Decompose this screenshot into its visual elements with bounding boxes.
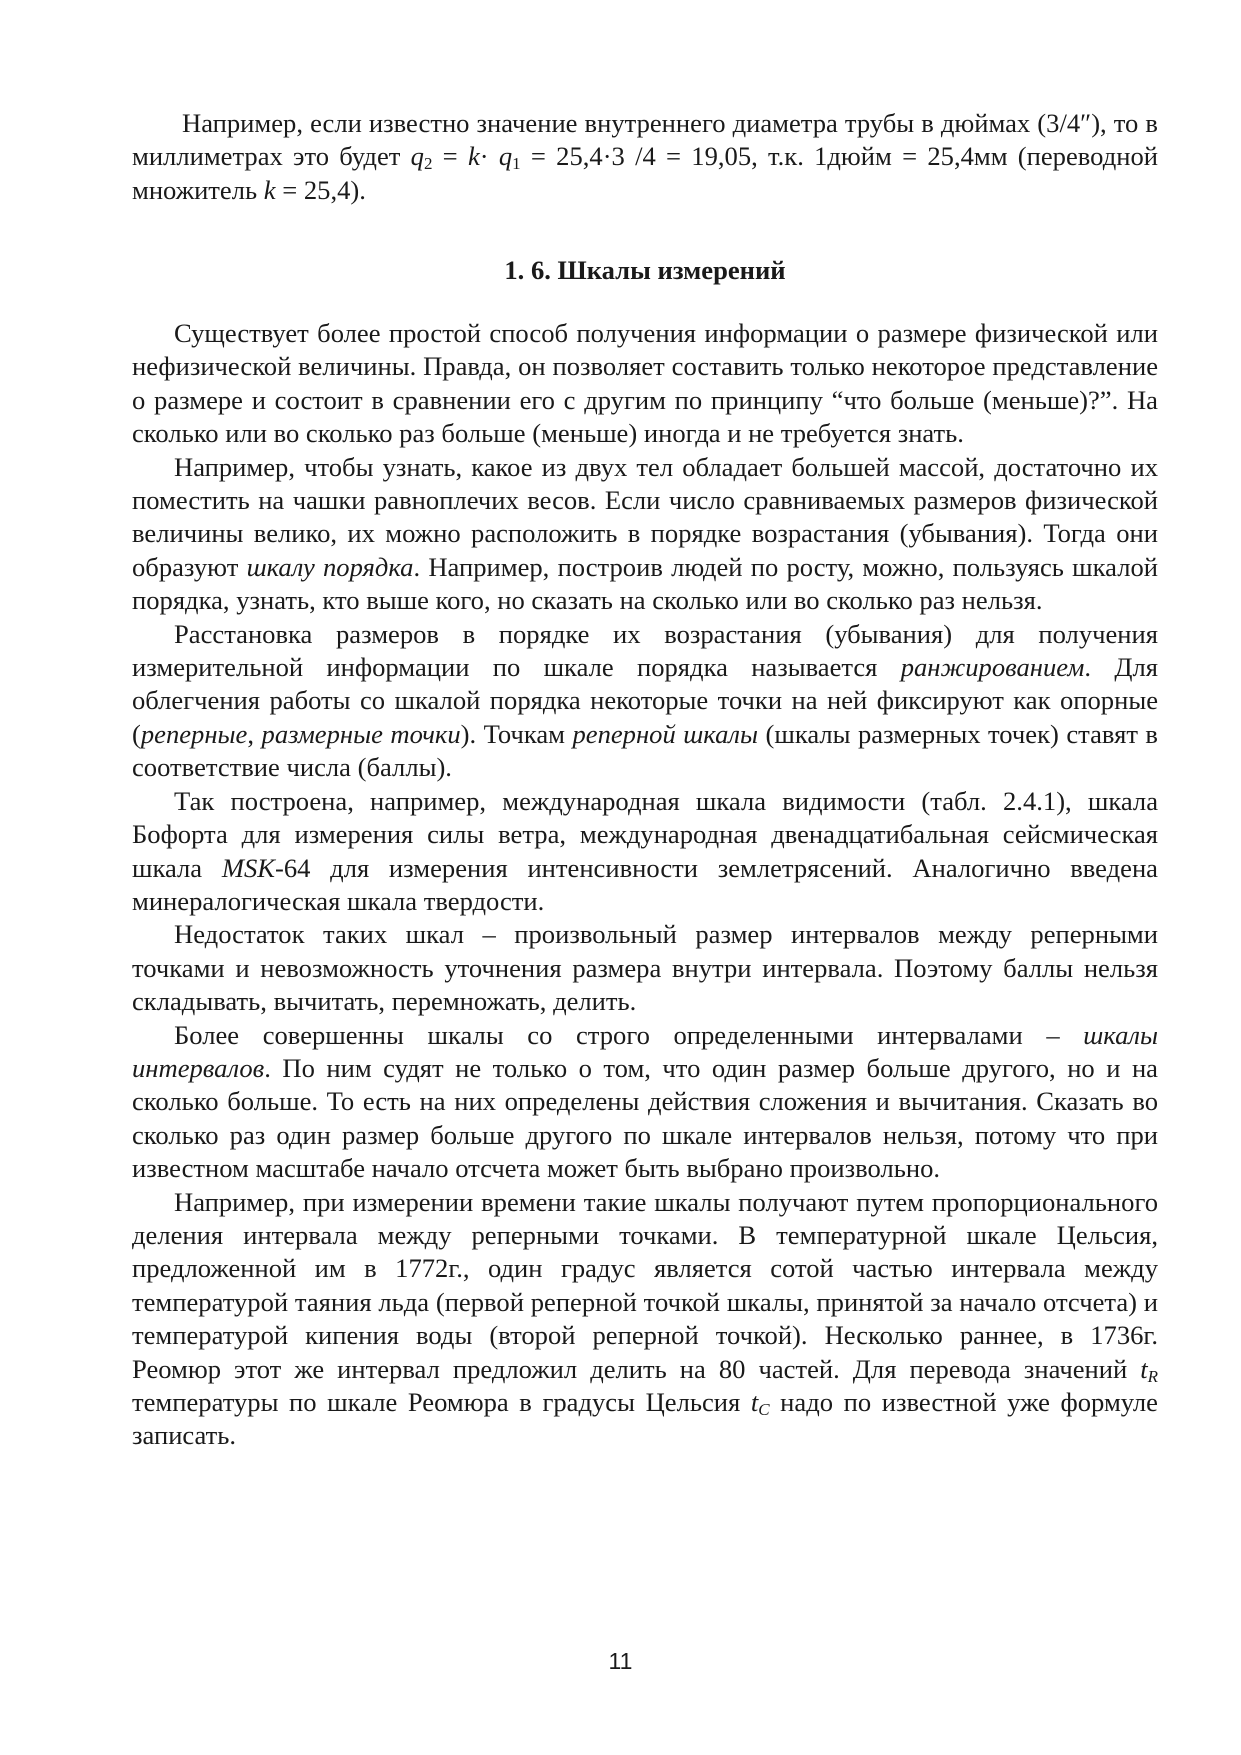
paragraph-5: Недостаток таких шкал – произвольный размер интервалов между реперными точками и невозможность уточнения размера внутри интервала. Поэтому баллы нельзя складывать, вычитать, перемножать, делить. — [132, 919, 1158, 1017]
paragraph-3: Расстановка размеров в порядке их возрастания (убывания) для получения измерительной информации по шкале порядка называется ранжированием. Для облегчения работы со шкалой порядка некоторые точки на ней фиксируют как опорные (реперные, размерные точки). Точкам реперной шкалы (шкалы размерных точек) ставят в соответствие числа (баллы). — [132, 618, 1158, 783]
section-heading: 1. 6. Шкалы измерений — [504, 255, 786, 285]
paragraph-7: Например, при измерении времени такие шкалы получают путем пропорционального деления интервала между реперными точками. В температурной шкале Цельсия, предложенной им в 1772г., один градус является сотой частью интервала между температурой таяния льда (первой реперной точкой шкалы, принятой за начало отсчета) и температурой кипения воды (второй реперной точкой). Несколько раннее, в 1736г. Реомюр этот же интервал предложил делить на 80 частей. Для перевода значений $t_R$ температуры по шкале Реомюра в градусы Цельсия $t_C$ надо по известной уже формуле записать. — [132, 1186, 1158, 1451]
paragraph-1: Существует более простой способ получения информации о размере физической или нефизической величины. Правда, он позволяет составить только некоторое представление о размере и состоит в сравнении его с другим по принципу “что больше (меньше)?”. На сколько или во сколько раз больше (меньше) иногда и не требуется знать. — [132, 318, 1158, 449]
intro-text-block — [132, 107, 1158, 207]
intro-paragraph: Например, если известно значение внутреннего диаметра трубы в дюймах (3/4″), то в миллиметрах это будет $q_2 = k\cdot q_1 = 25,4\cdot 3$ /4 = 19,05, т.к. 1дюйм = 25,4мм (переводной множитель k = 25,4). — [132, 108, 1158, 205]
paragraph-2: Например, чтобы узнать, какое из двух тел обладает большей массой, достаточно их поместить на чашки равноплечих весов. Если число сравниваемых размеров физической величины велико, их можно расположить в порядке возрастания (убывания). Тогда они образуют шкалу порядка. Например, построив людей по росту, можно, пользуясь шкалой порядка, узнать, кто выше кого, но сказать на сколько или во сколько раз нельзя. — [132, 451, 1158, 616]
paragraph-4: Так построена, например, международная шкала видимости (табл. 2.4.1), шкала Бофорта для измерения силы ветра, международная двенадцатибальная сейсмическая шкала MSK-64 для измерения интенсивности землетрясений. Аналогично введена минералогическая шкала твердости. — [132, 785, 1158, 916]
page-number: 11 — [608, 1648, 633, 1674]
paragraph-6: Более совершенны шкалы со строго определенными интервалами – шкалы интервалов. По ним судят не только о том, что один размер больше другого, но и на сколько больше. То есть на них определены действия сложения и вычитания. Сказать во сколько раз один размер больше другого по шкале интервалов нельзя, потому что при известном масштабе начало отсчета может быть выбрано произвольно. — [132, 1019, 1158, 1184]
body-text-block — [132, 317, 1158, 1453]
